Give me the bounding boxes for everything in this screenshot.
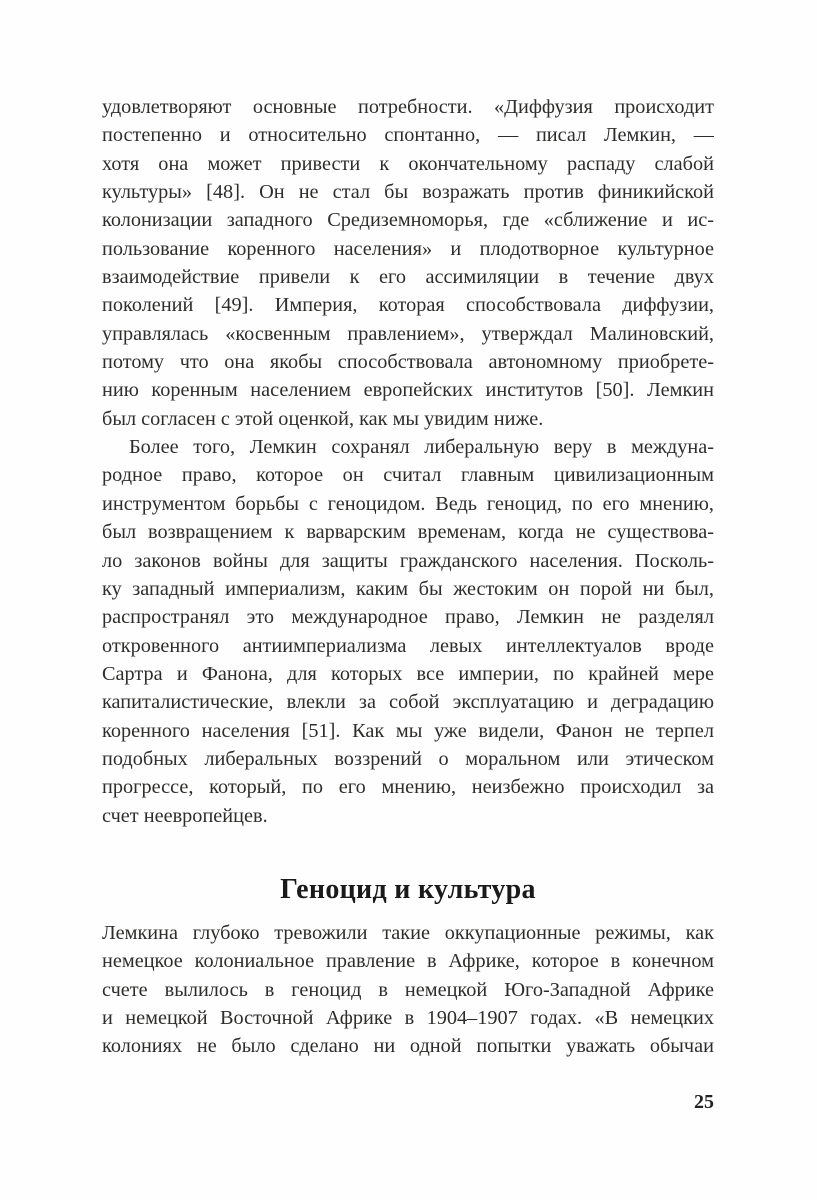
text-line: пользование коренного населения» и плодотворное культурное [102, 237, 714, 260]
text-line: культуры» [48]. Он не стал бы возражать против финикийской [102, 181, 714, 204]
text-line: ло законов войны для защиты гражданского населения. Посколь- [102, 549, 714, 572]
text-line: Сартра и Фанона, для которых все империи, по крайней мере [102, 662, 714, 685]
text-line: поколений [49]. Империя, которая способствовала диффузии, [102, 294, 714, 317]
text-line: постепенно и относительно спонтанно, — писал Лемкин, — [102, 124, 714, 147]
text-line: коренного населения [51]. Как мы уже видели, Фанон не терпел [102, 719, 714, 742]
text-line: подобных либеральных воззрений о моральном или этическом [102, 747, 714, 770]
text-line: удовлетворяют основные потребности. «Диффузия происходит [102, 96, 714, 118]
page-number: 25 [694, 1091, 714, 1113]
section-heading-genocide-culture: Геноцид и культура [280, 873, 536, 905]
text-line: управлялась «косвенным правлением», утверждал Малиновский, [102, 322, 714, 345]
text-line: колониях не было сделано ни одной попытки уважать обычаи [102, 1035, 714, 1058]
paragraph-occupation-regimes [102, 919, 714, 1061]
text-line: был согласен с этой оценкой, как мы увидим ниже. [102, 407, 544, 430]
paragraph-diffusion-continued [102, 93, 714, 433]
text-block [102, 93, 714, 1061]
text-line: был возвращением к варварским временам, когда не существова- [102, 521, 714, 544]
text-line: инструментом борьбы с геноцидом. Ведь геноцид, по его мнению, [102, 492, 714, 515]
text-line: хотя она может привести к окончательному распаду слабой [102, 152, 714, 175]
text-line: прогрессе, который, по его мнению, неизбежно происходил за [102, 776, 714, 799]
text-line: потому что она якобы способствовала автономному приобрете- [102, 351, 714, 374]
text-line: распространял это международное право, Лемкин не разделял [102, 606, 714, 629]
text-line: и немецкой Восточной Африке в 1904–1907 годах. «В немецких [102, 1006, 714, 1029]
text-line: Лемкина глубоко тревожили такие оккупационные режимы, как [102, 921, 714, 944]
text-line: счет неевропейцев. [102, 804, 268, 827]
text-line: капиталистические, влекли за собой эксплуатацию и деградацию [102, 691, 714, 714]
text-line: откровенного антиимпериализма левых интеллектуалов вроде [102, 634, 714, 657]
text-line: колонизации западного Средиземноморья, где «сближение и ис- [102, 209, 714, 232]
paragraph-lemkin-liberal-law [102, 433, 714, 830]
text-line: немецкое колониальное правление в Африке, которое в конечном [102, 950, 714, 973]
text-line: счете вылилось в геноцид в немецкой Юго-Западной Африке [102, 978, 714, 1001]
text-line: взаимодействие привели к его ассимиляции в течение двух [102, 266, 714, 289]
text-line: родное право, которое он считал главным цивилизационным [102, 464, 714, 487]
text-line: нию коренным населением европейских институтов [50]. Лемкин [102, 379, 714, 402]
text-line: Более того, Лемкин сохранял либеральную веру в междуна- [129, 436, 714, 459]
text-line: ку западный империализм, каким бы жестоким он порой ни был, [102, 577, 714, 600]
